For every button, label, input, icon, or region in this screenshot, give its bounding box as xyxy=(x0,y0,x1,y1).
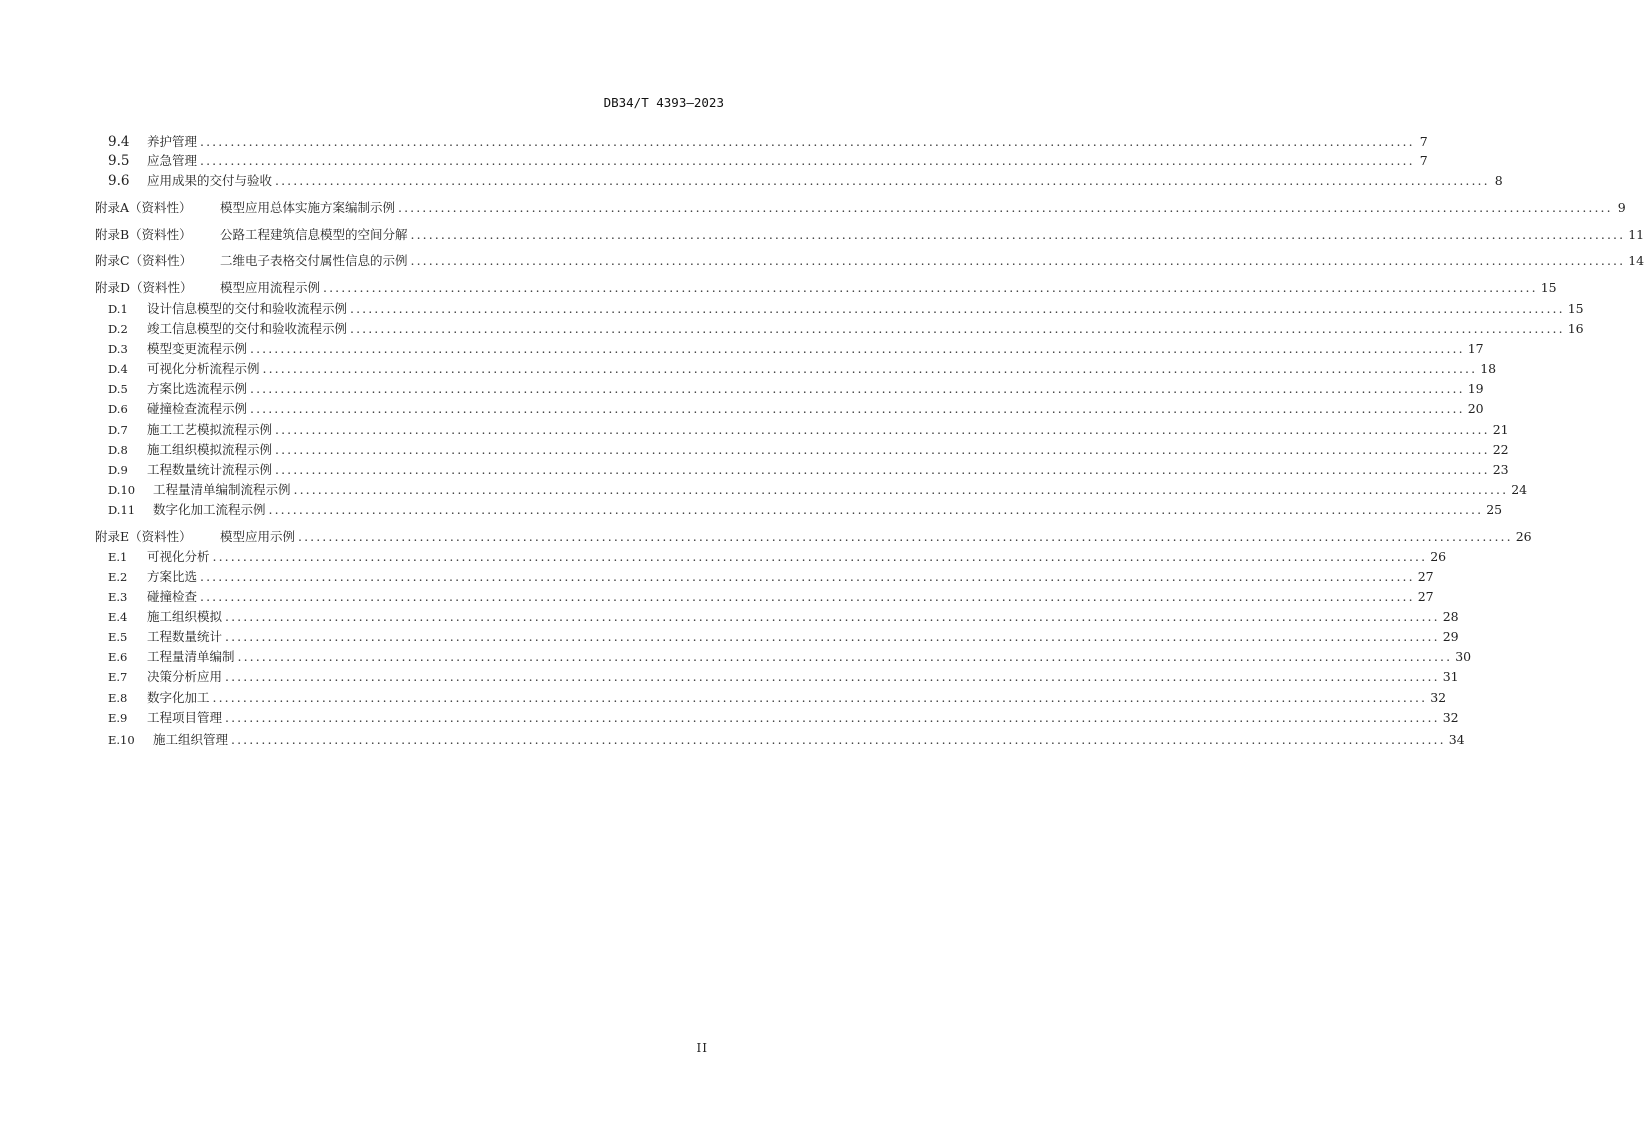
dot-leader: ........................................................................................................................................................................................................ xyxy=(250,381,1465,396)
toc-entry[interactable] xyxy=(0,400,1484,418)
toc-entry-title: 设计信息模型的交付和验收流程示例 xyxy=(147,301,348,316)
toc-entry-title: 决策分析应用 xyxy=(147,669,223,684)
toc-entry[interactable] xyxy=(0,689,1447,707)
toc-entry[interactable] xyxy=(0,731,1465,749)
toc-entry-title: 模型应用流程示例 xyxy=(220,280,321,295)
toc-entry[interactable] xyxy=(0,668,1459,686)
dot-leader: ........................................................................................................................................................................................................ xyxy=(398,200,1613,215)
toc-entry-title: 施工工艺模拟流程示例 xyxy=(147,422,273,437)
toc-entry-number: D.7 xyxy=(108,423,128,437)
toc-entry-number: E.8 xyxy=(108,691,128,705)
toc-entry[interactable] xyxy=(0,152,1428,170)
toc-entry-title: 应急管理 xyxy=(147,153,198,168)
toc-entry-title: 工程项目管理 xyxy=(147,710,223,725)
toc-entry-number: D.2 xyxy=(108,322,128,336)
dot-leader: ........................................................................................................................................................................................................ xyxy=(200,134,1415,149)
toc-entry[interactable] xyxy=(0,252,1644,270)
dot-leader: ........................................................................................................................................................................................................ xyxy=(250,401,1465,416)
toc-entry-title: 数字化加工 xyxy=(147,690,210,705)
toc-entry-page: 18 xyxy=(1480,361,1497,376)
dot-leader: ........................................................................................................................................................................................................ xyxy=(298,529,1513,544)
dot-leader: ........................................................................................................................................................................................................ xyxy=(323,280,1538,295)
toc-entry-page: 25 xyxy=(1486,502,1503,517)
toc-entry-page: 20 xyxy=(1467,401,1484,416)
toc-entry-title: 应用成果的交付与验收 xyxy=(147,173,273,188)
toc-entry-page: 23 xyxy=(1492,462,1509,477)
toc-entry-number: 附录D（资料性） xyxy=(95,280,193,295)
dot-leader: ........................................................................................................................................................................................................ xyxy=(275,422,1490,437)
toc-entry-page: 28 xyxy=(1442,609,1459,624)
toc-entry-number: E.5 xyxy=(108,630,128,644)
toc-entry-title: 养护管理 xyxy=(147,134,198,149)
toc-entry-title: 模型应用示例 xyxy=(220,529,296,544)
toc-entry-title: 方案比选 xyxy=(147,569,198,584)
dot-leader: ........................................................................................................................................................................................................ xyxy=(200,589,1415,604)
toc-entry-page: 27 xyxy=(1417,569,1434,584)
toc-entry[interactable] xyxy=(0,360,1497,378)
toc-entry-number: D.9 xyxy=(108,463,128,477)
toc-entry-number: 9.6 xyxy=(108,173,130,189)
toc-entry-number: E.3 xyxy=(108,590,128,604)
toc-entry-number: E.4 xyxy=(108,610,128,624)
toc-entry-page: 11 xyxy=(1628,227,1644,242)
dot-leader: ........................................................................................................................................................................................................ xyxy=(225,669,1440,684)
toc-entry-page: 16 xyxy=(1567,321,1584,336)
dot-leader: ........................................................................................................................................................................................................ xyxy=(410,227,1626,242)
toc-entry[interactable] xyxy=(0,709,1459,727)
toc-entry-number: 附录B（资料性） xyxy=(95,227,192,242)
dot-leader: ........................................................................................................................................................................................................ xyxy=(275,462,1490,477)
toc-entry-page: 27 xyxy=(1417,589,1434,604)
toc-entry-page: 31 xyxy=(1442,669,1459,684)
toc-entry-title: 竣工信息模型的交付和验收流程示例 xyxy=(147,321,348,336)
toc-entry-number: 附录C（资料性） xyxy=(95,253,193,268)
toc-entry[interactable] xyxy=(0,648,1472,666)
dot-leader: ........................................................................................................................................................................................................ xyxy=(410,253,1626,268)
toc-entry[interactable] xyxy=(0,441,1509,459)
toc-entry-page: 14 xyxy=(1628,253,1644,268)
toc-entry-number: 9.5 xyxy=(108,153,130,169)
toc-entry-title: 方案比选流程示例 xyxy=(147,381,248,396)
toc-entry-title: 施工组织模拟流程示例 xyxy=(147,442,273,457)
dot-leader: ........................................................................................................................................................................................................ xyxy=(275,173,1490,188)
toc-entry-page: 7 xyxy=(1419,134,1428,149)
dot-leader: ........................................................................................................................................................................................................ xyxy=(293,482,1509,497)
toc-entry[interactable] xyxy=(0,628,1459,646)
dot-leader: ........................................................................................................................................................................................................ xyxy=(350,301,1565,316)
toc-entry-title: 可视化分析流程示例 xyxy=(147,361,260,376)
toc-entry-title: 工程量清单编制 xyxy=(147,649,235,664)
toc-entry-title: 工程数量统计 xyxy=(147,629,223,644)
toc-entry[interactable] xyxy=(0,501,1503,519)
toc-entry-title: 工程数量统计流程示例 xyxy=(147,462,273,477)
document-code: DB34/T 4393—2023 xyxy=(603,95,724,110)
toc-entry-number: E.2 xyxy=(108,570,128,584)
toc-entry-page: 22 xyxy=(1492,442,1509,457)
toc-entry-page: 7 xyxy=(1419,153,1428,168)
toc-entry-title: 碰撞检查流程示例 xyxy=(147,401,248,416)
toc-entry-number: 附录A（资料性） xyxy=(95,200,192,215)
toc-entry-title: 工程量清单编制流程示例 xyxy=(153,482,291,497)
toc-entry-page: 17 xyxy=(1467,341,1484,356)
toc-entry[interactable] xyxy=(0,588,1434,606)
toc-entry-number: E.1 xyxy=(108,550,128,564)
toc-entry-number: D.3 xyxy=(108,342,128,356)
toc-entry[interactable] xyxy=(0,226,1644,244)
toc-entry-number: E.10 xyxy=(108,733,135,747)
toc-entry-page: 9 xyxy=(1617,200,1626,215)
toc-entry-number: 9.4 xyxy=(108,134,130,150)
toc-entry-page: 32 xyxy=(1442,710,1459,725)
toc-entry-title: 模型应用总体实施方案编制示例 xyxy=(220,200,396,215)
toc-entry-number: D.10 xyxy=(108,483,136,497)
dot-leader: ........................................................................................................................................................................................................ xyxy=(225,710,1440,725)
toc-entry-title: 数字化加工流程示例 xyxy=(153,502,266,517)
toc-entry-number: D.11 xyxy=(108,503,136,517)
toc-entry-title: 二维电子表格交付属性信息的示例 xyxy=(220,253,408,268)
toc-entry-page: 24 xyxy=(1511,482,1528,497)
toc-entry[interactable] xyxy=(0,568,1434,586)
toc-entry-page: 29 xyxy=(1442,629,1459,644)
page-number: II xyxy=(696,1041,708,1055)
toc-entry[interactable] xyxy=(0,548,1447,566)
dot-leader: ........................................................................................................................................................................................................ xyxy=(275,442,1490,457)
toc-entry-page: 21 xyxy=(1492,422,1509,437)
toc-entry-page: 34 xyxy=(1448,732,1465,747)
toc-entry[interactable] xyxy=(0,421,1509,439)
toc-entry-title: 公路工程建筑信息模型的空间分解 xyxy=(220,227,408,242)
toc-entry[interactable] xyxy=(0,608,1459,626)
toc-entry-page: 30 xyxy=(1455,649,1472,664)
toc-entry-number: E.6 xyxy=(108,650,128,664)
dot-leader: ........................................................................................................................................................................................................ xyxy=(212,690,1428,705)
toc-entry[interactable] xyxy=(0,300,1584,318)
dot-leader: ........................................................................................................................................................................................................ xyxy=(225,629,1440,644)
toc-entry-page: 26 xyxy=(1430,549,1447,564)
dot-leader: ........................................................................................................................................................................................................ xyxy=(237,649,1453,664)
toc-entry[interactable] xyxy=(0,380,1484,398)
toc-entry[interactable] xyxy=(0,481,1528,499)
toc-entry[interactable] xyxy=(0,528,1532,546)
toc-entry-page: 8 xyxy=(1494,173,1503,188)
toc-entry-number: D.5 xyxy=(108,382,128,396)
dot-leader: ........................................................................................................................................................................................................ xyxy=(212,549,1428,564)
dot-leader: ........................................................................................................................................................................................................ xyxy=(350,321,1565,336)
toc-entry-page: 32 xyxy=(1430,690,1447,705)
dot-leader: ........................................................................................................................................................................................................ xyxy=(225,609,1440,624)
toc-entry-page: 26 xyxy=(1515,529,1532,544)
toc-entry[interactable] xyxy=(0,340,1484,358)
toc-entry[interactable] xyxy=(0,199,1626,217)
dot-leader: ........................................................................................................................................................................................................ xyxy=(262,361,1478,376)
dot-leader: ........................................................................................................................................................................................................ xyxy=(268,502,1484,517)
toc-entry[interactable] xyxy=(0,320,1584,338)
toc-entry[interactable] xyxy=(0,461,1509,479)
toc-entry-page: 15 xyxy=(1567,301,1584,316)
toc-entry-title: 碰撞检查 xyxy=(147,589,198,604)
dot-leader: ........................................................................................................................................................................................................ xyxy=(231,732,1446,747)
toc-entry[interactable] xyxy=(0,133,1428,151)
toc-entry-number: E.9 xyxy=(108,711,128,725)
toc-entry[interactable] xyxy=(0,172,1503,190)
toc-entry-title: 施工组织模拟 xyxy=(147,609,223,624)
toc-entry[interactable] xyxy=(0,279,1557,297)
toc-entry-title: 模型变更流程示例 xyxy=(147,341,248,356)
toc-entry-number: D.6 xyxy=(108,402,128,416)
toc-entry-number: E.7 xyxy=(108,670,128,684)
toc-entry-page: 15 xyxy=(1540,280,1557,295)
dot-leader: ........................................................................................................................................................................................................ xyxy=(200,569,1415,584)
toc-entry-number: D.4 xyxy=(108,362,128,376)
toc-entry-number: D.8 xyxy=(108,443,128,457)
dot-leader: ........................................................................................................................................................................................................ xyxy=(250,341,1465,356)
toc-entry-page: 19 xyxy=(1467,381,1484,396)
toc-entry-title: 施工组织管理 xyxy=(153,732,229,747)
toc-entry-number: 附录E（资料性） xyxy=(95,529,192,544)
toc-entry-number: D.1 xyxy=(108,302,128,316)
toc-entry-title: 可视化分析 xyxy=(147,549,210,564)
dot-leader: ........................................................................................................................................................................................................ xyxy=(200,153,1415,168)
